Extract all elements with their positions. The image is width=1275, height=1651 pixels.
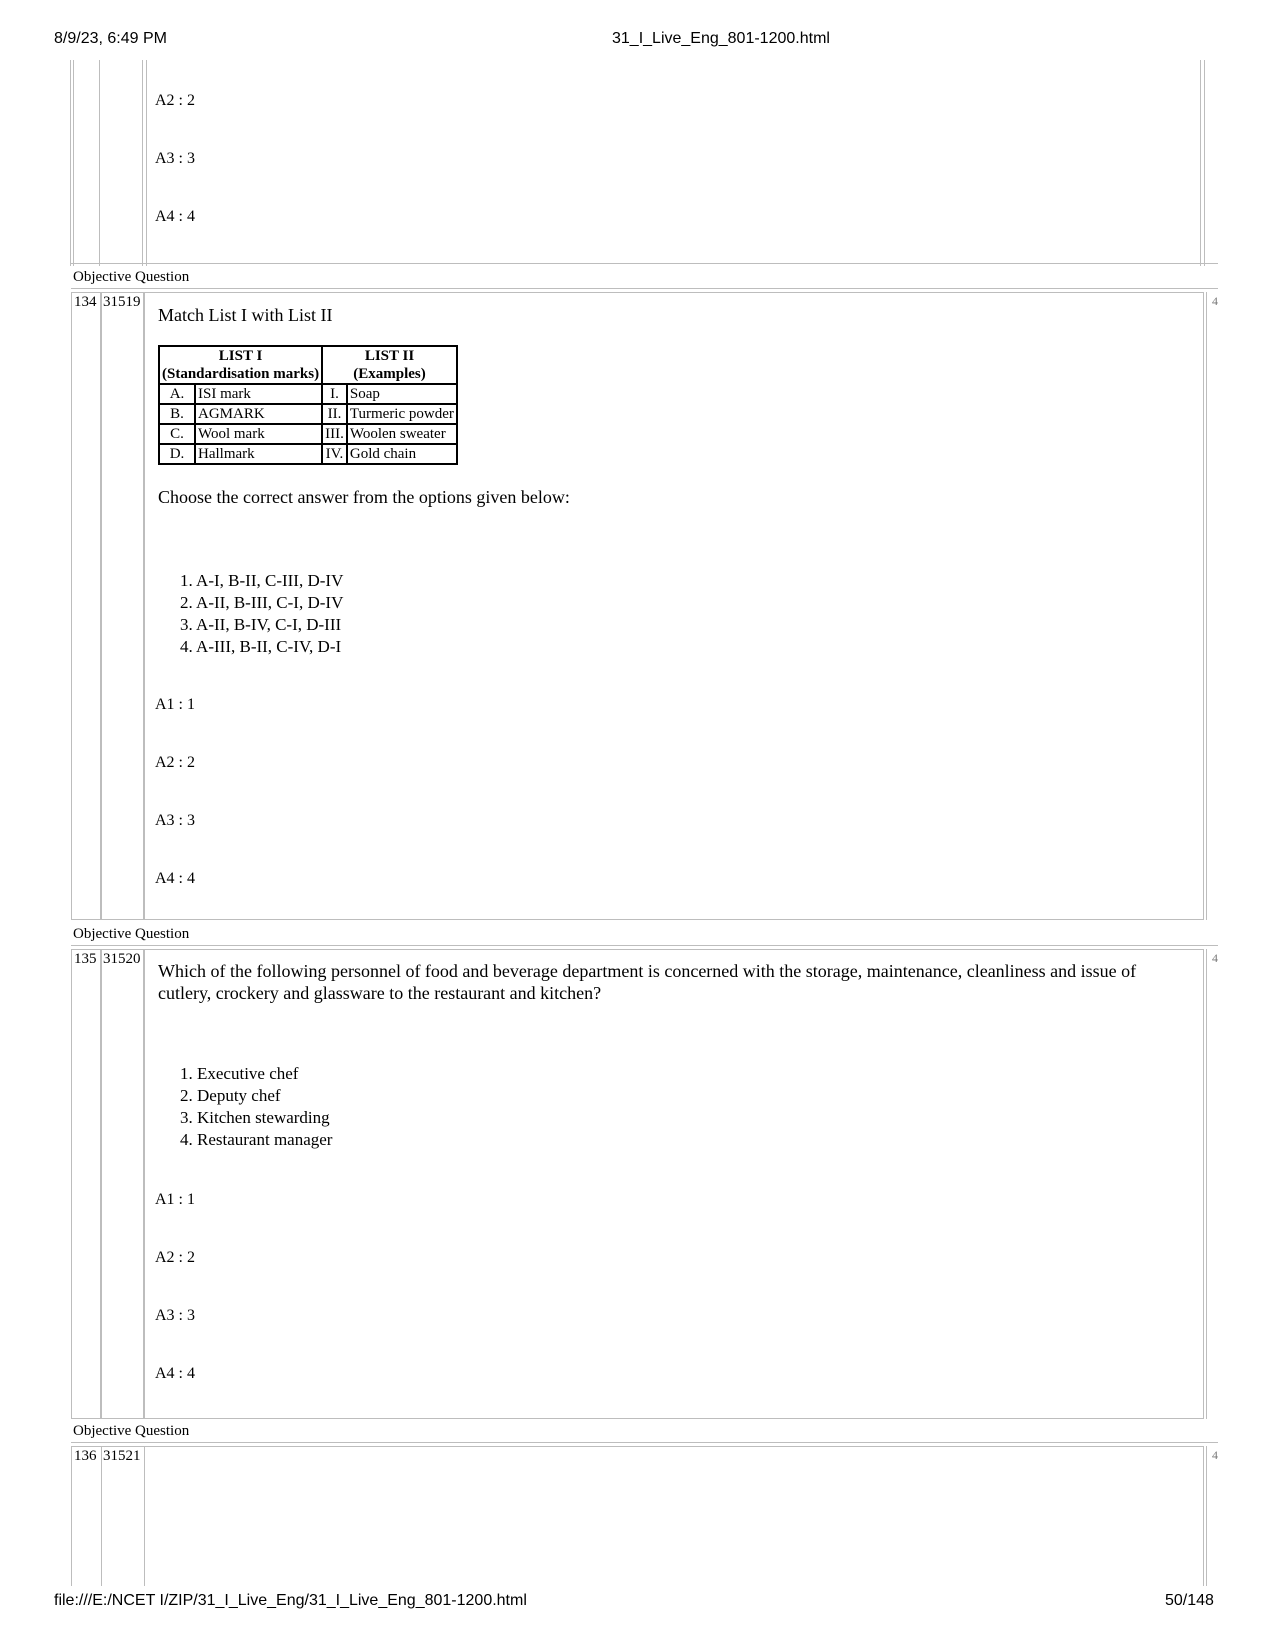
question-marks: 4 — [1212, 1448, 1218, 1462]
choice-item: 1. Executive chef — [180, 1064, 299, 1083]
match-table — [158, 345, 458, 465]
question-number: 135 — [74, 951, 97, 967]
choice-item: 2. A-II, B-III, C-I, D-IV — [180, 593, 344, 612]
question-number: 136 — [74, 1448, 97, 1464]
section-label: Objective Question — [73, 1423, 190, 1439]
choice-item: 3. A-II, B-IV, C-I, D-III — [180, 615, 342, 634]
question-instruction: Choose the correct answer from the options given below: — [158, 487, 570, 507]
answer-option: A4 : 4 — [155, 870, 195, 887]
section-label: Objective Question — [73, 269, 190, 285]
list2-header: LIST II (Examples) — [322, 346, 457, 384]
question-id: 31519 — [103, 294, 141, 310]
table-row: B. AGMARK II. Turmeric powder — [159, 404, 457, 424]
answer-option: A2 : 2 — [155, 92, 195, 109]
answer-option: A2 : 2 — [155, 754, 195, 771]
choice-item: 2. Deputy chef — [180, 1086, 281, 1105]
section-label: Objective Question — [73, 926, 190, 942]
question-marks: 4 — [1212, 951, 1218, 965]
question-id: 31520 — [103, 951, 141, 967]
table-row: D. Hallmark IV. Gold chain — [159, 444, 457, 464]
answer-option: A4 : 4 — [155, 208, 195, 225]
print-page-number: 50/148 — [1165, 1592, 1214, 1609]
choice-list — [180, 1063, 332, 1151]
choice-item: 3. Kitchen stewarding — [180, 1108, 330, 1127]
answer-option: A4 : 4 — [155, 1365, 195, 1382]
print-title: 31_I_Live_Eng_801-1200.html — [612, 30, 830, 47]
list1-header: LIST I (Standardisation marks) — [159, 346, 322, 384]
choice-item: 4. Restaurant manager — [180, 1130, 333, 1149]
answer-option: A1 : 1 — [155, 696, 195, 713]
answer-option: A3 : 3 — [155, 812, 195, 829]
table-row: A. ISI mark I. Soap — [159, 384, 457, 404]
question-marks: 4 — [1212, 294, 1218, 308]
question-prompt: Match List I with List II — [158, 305, 333, 325]
table-row: C. Wool mark III. Woolen sweater — [159, 424, 457, 444]
choice-item: 1. A-I, B-II, C-III, D-IV — [180, 571, 344, 590]
answer-option: A3 : 3 — [155, 150, 195, 167]
answer-option: A1 : 1 — [155, 1191, 195, 1208]
question-prompt: Which of the following personnel of food and beverage department is concerned with the storage, maintenance, cleanliness and issue of cutlery, crockery and glassware to the restaurant and kitchen? — [158, 961, 1137, 1003]
answer-option: A3 : 3 — [155, 1307, 195, 1324]
choice-list — [180, 570, 343, 658]
print-file-path: file:///E:/NCET I/ZIP/31_I_Live_Eng/31_I_Live_Eng_801-1200.html — [54, 1592, 527, 1609]
print-datetime: 8/9/23, 6:49 PM — [54, 30, 167, 47]
answer-option: A2 : 2 — [155, 1249, 195, 1266]
question-number: 134 — [74, 294, 97, 310]
question-id: 31521 — [103, 1448, 141, 1464]
choice-item: 4. A-III, B-II, C-IV, D-I — [180, 637, 342, 656]
